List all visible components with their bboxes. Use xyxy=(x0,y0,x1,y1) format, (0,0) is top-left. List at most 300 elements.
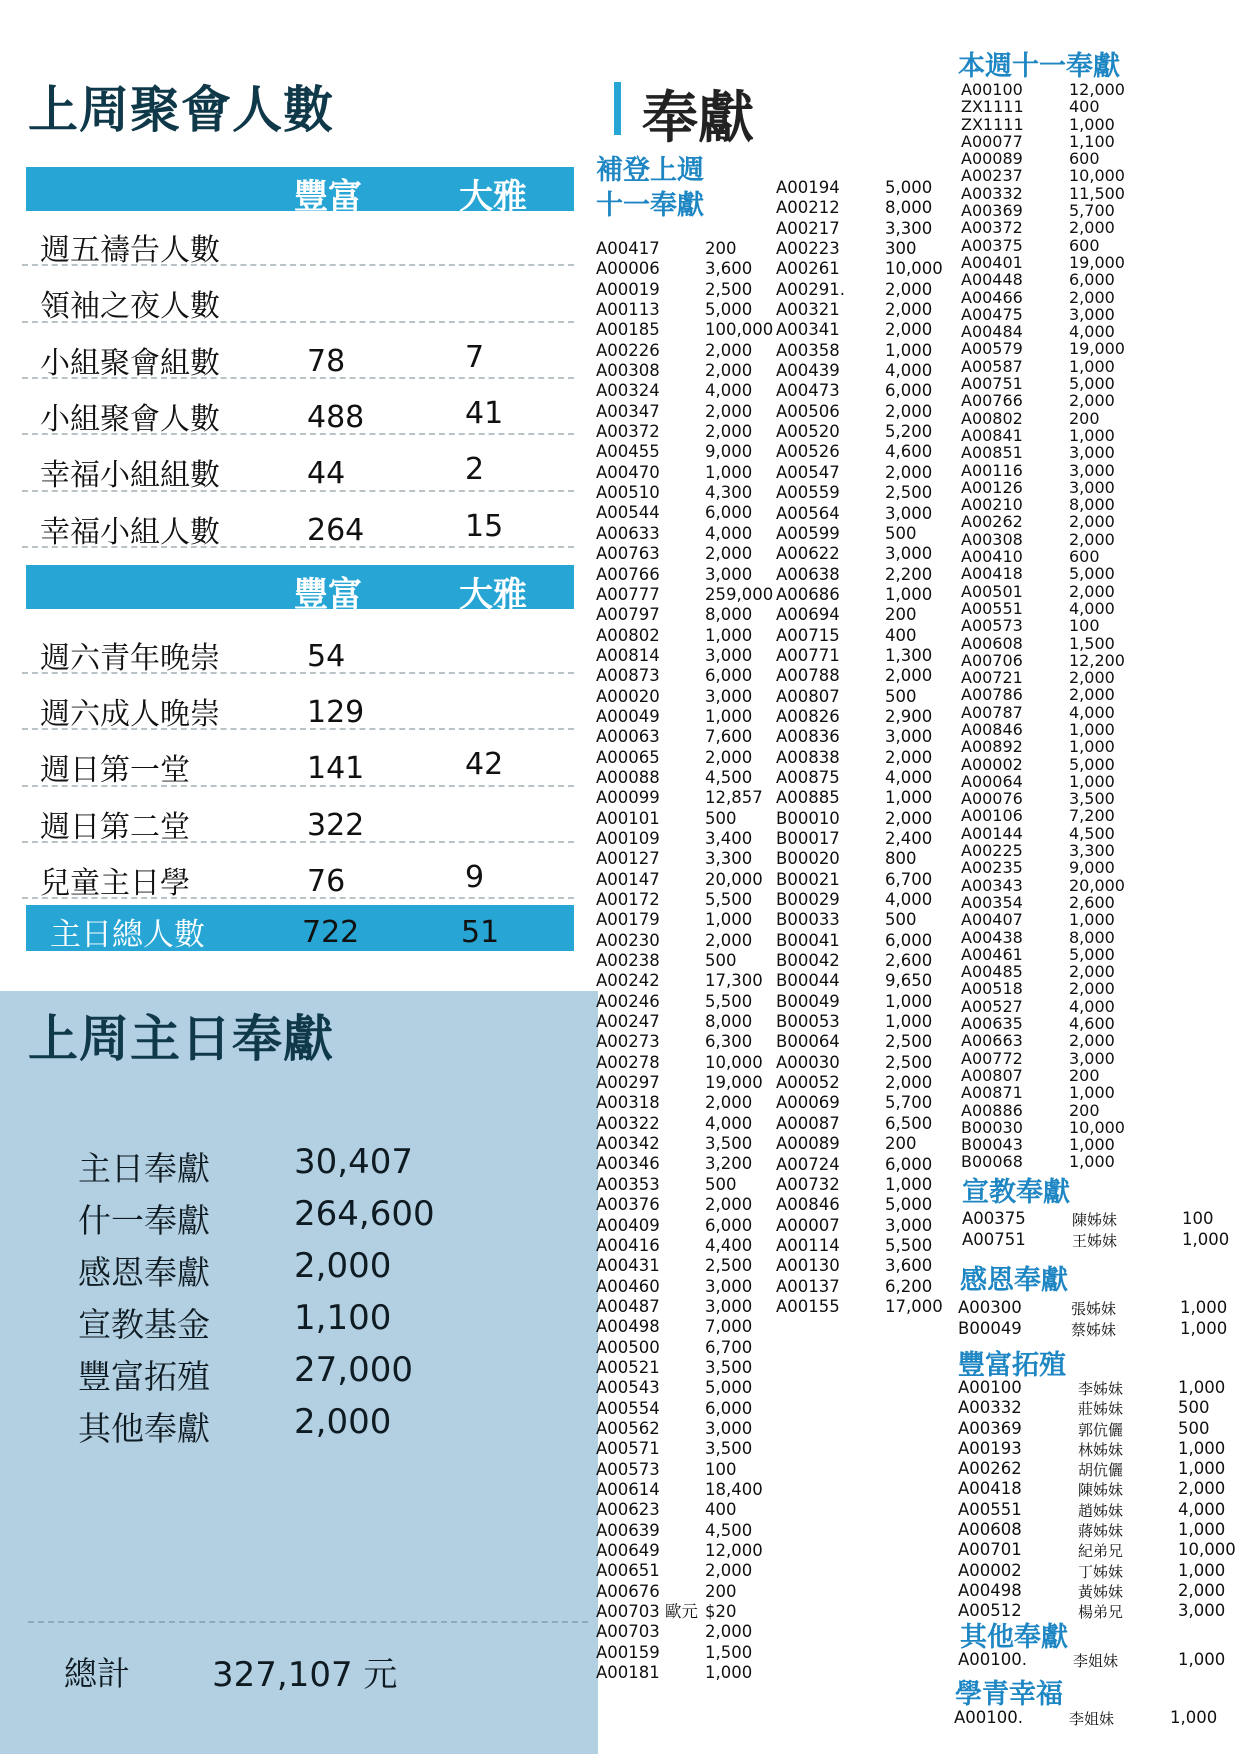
offering-member-name: 黃姊妹 xyxy=(1078,1582,1124,1601)
offering-member-id: A00278 xyxy=(596,1052,660,1072)
offering-amount: 2,400 xyxy=(885,829,933,848)
offering-member-id: A00846 xyxy=(776,1195,840,1215)
offering-row xyxy=(961,289,1131,306)
offering-member-id: A00614 xyxy=(596,1479,660,1499)
offering-amount: 6,000 xyxy=(705,666,753,686)
offering-amount: 1,300 xyxy=(885,645,933,665)
offering-row xyxy=(776,524,941,544)
offering-row xyxy=(776,219,941,239)
offering-row xyxy=(961,686,1131,703)
offering-amount: 2,000 xyxy=(1069,979,1115,999)
offering-row xyxy=(596,727,776,747)
offering-member-id: A00701 xyxy=(958,1540,1022,1560)
offering-member-id: A00106 xyxy=(961,806,1023,826)
offering-amount: 7,000 xyxy=(705,1317,753,1337)
offering-amount: 10,000 xyxy=(1069,1117,1125,1137)
offering-amount: 11,500 xyxy=(1069,183,1125,203)
offering-member-id: A00247 xyxy=(596,1012,660,1032)
offering-amount: 3,000 xyxy=(885,1215,933,1235)
offering-member-id: A00069 xyxy=(776,1093,840,1113)
offering-amount: 3,000 xyxy=(705,1296,753,1316)
offering-amount: 1,000 xyxy=(705,910,753,930)
offering-member-name: 郭伉儷 xyxy=(1078,1420,1124,1439)
offering-row xyxy=(961,929,1131,946)
offering-amount: 1,000 xyxy=(1069,1135,1115,1155)
offering-row xyxy=(776,1093,941,1113)
offering-row xyxy=(776,1216,941,1236)
row-divider xyxy=(22,897,574,899)
offering-member-id: A00354 xyxy=(961,892,1023,912)
offering-member-id: A00518 xyxy=(961,979,1023,999)
offering-member-id: A00230 xyxy=(596,930,660,950)
offering-amount: 6,000 xyxy=(705,1215,753,1235)
offering-member-id: A00721 xyxy=(961,668,1023,688)
offering-row xyxy=(961,219,1131,236)
offering-member-id: A00461 xyxy=(961,944,1023,964)
offering-amount: 2,000 xyxy=(885,462,933,482)
offering-amount: 10,000 xyxy=(1069,166,1125,186)
offering-member-id: A00144 xyxy=(961,823,1023,843)
offering-row xyxy=(961,98,1131,115)
offering-member-id: A00019 xyxy=(596,279,660,299)
offering-row xyxy=(961,358,1131,375)
offering-member-id: A00006 xyxy=(596,259,660,279)
offering-row xyxy=(961,635,1131,652)
offering-member-id: A00181 xyxy=(596,1663,660,1683)
offering-amount: 6,000 xyxy=(1069,270,1115,290)
offering-amount: 5,000 xyxy=(705,300,753,320)
offering-member-id: A00065 xyxy=(596,747,660,767)
offering-summary-value: 2,000 xyxy=(294,1246,392,1286)
offering-row xyxy=(776,259,941,279)
offering-amount: 8,000 xyxy=(705,1012,753,1032)
offering-member-id: A00088 xyxy=(596,767,660,787)
row-divider xyxy=(22,264,574,266)
offering-member-id: A00547 xyxy=(776,462,840,482)
offering-member-id: A00262 xyxy=(961,512,1023,532)
offering-row xyxy=(776,1073,941,1093)
offering-summary-label: 宣教基金 xyxy=(78,1305,210,1344)
offering-row xyxy=(961,980,1131,997)
offering-row xyxy=(596,1582,776,1602)
offering-row xyxy=(961,548,1131,565)
offering-member-id: A00332 xyxy=(961,183,1023,203)
offering-member-name: 李姐妹 xyxy=(1069,1710,1115,1728)
offering-member-id: A00212 xyxy=(776,198,840,218)
offering-member-id: A00261 xyxy=(776,259,840,279)
attendance-row-fengfu: 488 xyxy=(307,399,365,435)
offering-amount: 9,000 xyxy=(1069,858,1115,878)
offering-row xyxy=(961,462,1131,479)
offering-member-id: B00064 xyxy=(776,1032,840,1052)
offering-row xyxy=(596,259,776,279)
offering-member-id: A00321 xyxy=(776,300,840,320)
offering-amount: 600 xyxy=(1069,235,1100,255)
offering-row xyxy=(961,669,1131,686)
offering-row xyxy=(961,150,1131,167)
offering-row xyxy=(596,809,776,829)
offering-member-id: A00875 xyxy=(776,767,840,787)
offering-member-id: A00418 xyxy=(961,564,1023,584)
offering-amount: 5,000 xyxy=(885,178,933,197)
offering-member-id: ZX1111 xyxy=(961,114,1024,134)
offering-member-id: A00564 xyxy=(776,503,840,523)
tithe-week-title: 本週十一奉獻 xyxy=(958,51,1120,82)
offering-row xyxy=(776,890,941,910)
offering-member-id: A00052 xyxy=(776,1073,840,1093)
offering-member-id: A00892 xyxy=(961,737,1023,757)
offering-row xyxy=(961,1084,1131,1101)
offering-member-id: A00076 xyxy=(961,789,1023,809)
offering-amount: 3,000 xyxy=(1069,1048,1115,1068)
offering-member-id: B00049 xyxy=(776,991,840,1011)
attendance-row-fengfu: 78 xyxy=(307,343,346,379)
offering-member-id: A00521 xyxy=(596,1357,660,1377)
offering-amount: 500 xyxy=(885,686,917,706)
offering-row xyxy=(596,1439,776,1459)
offering-row xyxy=(596,1399,776,1419)
offering-amount: 4,600 xyxy=(1069,1014,1115,1034)
offering-amount: 2,000 xyxy=(1069,529,1115,549)
offering-amount: 1,000 xyxy=(705,625,753,645)
row-divider xyxy=(22,546,574,548)
offering-member-id: A00410 xyxy=(961,547,1023,567)
attendance-title: 上周聚會人數 xyxy=(28,81,334,139)
offering-member-id: A00369 xyxy=(958,1418,1022,1438)
offering-member-id: A00763 xyxy=(596,544,660,564)
offering-row xyxy=(596,1175,776,1195)
offering-amount: 2,000 xyxy=(885,808,933,828)
offering-amount: 3,000 xyxy=(885,727,933,747)
offering-row xyxy=(776,626,941,646)
offering-row xyxy=(596,1419,776,1439)
offering-row xyxy=(596,1134,776,1154)
offering-member-id: A00217 xyxy=(776,218,840,238)
offering-member-id: A00544 xyxy=(596,503,660,523)
offering-amount: 12,000 xyxy=(1069,80,1125,99)
offering-amount: 500 xyxy=(705,808,737,828)
offering-member-id: A00703 歐元 xyxy=(596,1602,699,1622)
offering-row xyxy=(596,1643,776,1663)
offering-member-id: A00185 xyxy=(596,320,660,340)
offering-member-id: A00417 xyxy=(596,239,660,258)
offering-amount: $20 xyxy=(705,1602,737,1622)
offering-amount: 6,000 xyxy=(705,503,753,523)
attendance-row-label: 週五禱告人數 xyxy=(40,233,220,268)
offering-member-id: A00159 xyxy=(596,1642,660,1662)
offering-amount: 2,000 xyxy=(885,300,933,320)
offering-amount: 3,300 xyxy=(705,849,753,869)
offering-member-id: A00836 xyxy=(776,727,840,747)
offering-amount: 200 xyxy=(705,1581,737,1601)
offering-amount: 12,857 xyxy=(705,788,763,808)
offering-row xyxy=(776,463,941,483)
offering-row xyxy=(596,1358,776,1378)
offering-amount: 2,000 xyxy=(705,544,753,564)
offering-member-id: A00526 xyxy=(776,442,840,462)
attendance-row-daya: 2 xyxy=(465,452,485,488)
offering-row xyxy=(596,280,776,300)
offering-amount: 3,000 xyxy=(705,564,753,584)
offering-row xyxy=(776,361,941,381)
offering-row xyxy=(776,1175,941,1195)
offering-member-id: A00802 xyxy=(596,625,660,645)
offering-amount: 200 xyxy=(1069,1100,1100,1120)
offering-member-id: B00044 xyxy=(776,971,840,991)
offering-amount: 3,000 xyxy=(705,686,753,706)
offering-member-id: A00193 xyxy=(958,1438,1022,1458)
offering-member-id: A00807 xyxy=(776,686,840,706)
offering-row xyxy=(776,442,941,462)
offering-summary-value: 1,100 xyxy=(294,1298,392,1338)
offering-member-id: A00724 xyxy=(776,1154,840,1174)
youth-title: 學青幸福 xyxy=(955,1679,1063,1710)
offering-row xyxy=(596,788,776,808)
offering-member-id: A00751 xyxy=(961,374,1023,394)
offering-amount: 100 xyxy=(705,1459,737,1479)
offering-member-id: A00194 xyxy=(776,178,840,197)
offering-member-id: A00147 xyxy=(596,869,660,889)
offering-member-id: A00418 xyxy=(958,1479,1022,1499)
offering-member-id: A00114 xyxy=(776,1235,840,1255)
offering-amount: 3,000 xyxy=(1069,477,1115,497)
offering-row xyxy=(776,1277,941,1297)
row-divider xyxy=(22,377,574,379)
offering-amount: 2,000 xyxy=(885,747,933,767)
offering-amount: 1,000 xyxy=(1069,737,1115,757)
offering-row xyxy=(596,849,776,869)
offering-member-id: A00639 xyxy=(596,1520,660,1540)
offering-member-id: A00573 xyxy=(596,1459,660,1479)
offering-member-id: A00802 xyxy=(961,408,1023,428)
offering-row xyxy=(776,483,941,503)
offering-row xyxy=(776,1114,941,1134)
offering-amount: 3,000 xyxy=(1069,304,1115,324)
offering-row xyxy=(776,422,941,442)
offering-member-id: A00676 xyxy=(596,1581,660,1601)
offering-amount: 1,000 xyxy=(1178,1650,1226,1669)
offering-row xyxy=(596,1032,776,1052)
offering-member-id: A00871 xyxy=(961,1083,1023,1103)
offering-member-id: A00297 xyxy=(596,1073,660,1093)
offering-row xyxy=(961,859,1131,876)
missions-title: 宣教奉獻 xyxy=(962,1177,1070,1208)
offering-amount: 19,000 xyxy=(1069,339,1125,359)
offering-amount: 100 xyxy=(1182,1209,1214,1228)
offering-amount: 2,000 xyxy=(705,1093,753,1113)
offering-member-id: ZX1111 xyxy=(961,97,1024,117)
offering-amount: 1,000 xyxy=(1178,1438,1226,1458)
offering-amount: 2,000 xyxy=(1069,512,1115,532)
offering-member-id: A00554 xyxy=(596,1398,660,1418)
offering-amount: 4,500 xyxy=(705,1520,753,1540)
offering-row xyxy=(776,300,941,320)
offering-amount: 8,000 xyxy=(1069,495,1115,515)
offering-row xyxy=(596,626,776,646)
offering-amount: 2,000 xyxy=(1069,287,1115,307)
offering-row xyxy=(596,1500,776,1520)
offering-title-bar xyxy=(614,82,621,135)
offering-row xyxy=(596,565,776,585)
offering-member-id: A00510 xyxy=(596,483,660,503)
offering-row xyxy=(776,809,941,829)
offering-row xyxy=(596,239,776,259)
offering-amount: 2,000 xyxy=(705,340,753,360)
offering-amount: 5,000 xyxy=(705,1378,753,1398)
offering-amount: 1,000 xyxy=(885,1012,933,1032)
offering-amount: 400 xyxy=(1069,97,1100,117)
offering-amount: 2,500 xyxy=(885,1052,933,1072)
offering-row xyxy=(596,1277,776,1297)
offering-member-id: A00694 xyxy=(776,605,840,625)
offering-amount: 4,000 xyxy=(1069,702,1115,722)
offering-amount: 5,700 xyxy=(885,1093,933,1113)
offering-member-id: A00341 xyxy=(776,320,840,340)
offering-amount: 4,000 xyxy=(885,890,933,910)
offering-row xyxy=(961,323,1131,340)
offering-row xyxy=(776,951,941,971)
offering-member-id: A00498 xyxy=(958,1580,1022,1600)
offering-member-id: A00116 xyxy=(961,460,1023,480)
offering-member-id: A00622 xyxy=(776,544,840,564)
header-col-fengfu: 豐富 xyxy=(294,575,362,615)
offering-amount: 2,000 xyxy=(705,361,753,381)
offering-row xyxy=(596,910,776,930)
offering-row xyxy=(596,1297,776,1317)
offering-amount: 4,000 xyxy=(1178,1499,1226,1519)
offering-row xyxy=(596,1093,776,1113)
attendance-header-2 xyxy=(26,565,574,615)
offering-member-id: A00431 xyxy=(596,1256,660,1276)
offering-member-id: A00101 xyxy=(596,808,660,828)
sunday-offering-panel xyxy=(0,991,598,1754)
attendance-row-fengfu: 54 xyxy=(307,639,346,674)
offering-member-id: A00559 xyxy=(776,483,840,503)
offering-member-id: A00407 xyxy=(961,910,1023,930)
offering-amount: 6,500 xyxy=(885,1113,933,1133)
offering-amount: 3,500 xyxy=(705,1357,753,1377)
offering-summary-label: 什一奉獻 xyxy=(78,1201,210,1240)
offering-amount: 2,000 xyxy=(885,1073,933,1093)
offering-member-id: A00633 xyxy=(596,523,660,543)
offering-row xyxy=(596,442,776,462)
offering-amount: 6,700 xyxy=(705,1337,753,1357)
offering-member-id: A00273 xyxy=(596,1032,660,1052)
offering-member-id: B00020 xyxy=(776,849,840,869)
offering-member-id: A00238 xyxy=(596,951,660,971)
offering-member-id: A00885 xyxy=(776,788,840,808)
offering-row xyxy=(596,1338,776,1358)
offering-member-id: A00030 xyxy=(776,1052,840,1072)
offering-row xyxy=(596,1561,776,1581)
offering-amount: 3,500 xyxy=(1069,789,1115,809)
offering-row xyxy=(596,585,776,605)
offering-row xyxy=(596,890,776,910)
offering-member-id: A00291. xyxy=(776,279,846,299)
offering-row xyxy=(596,1154,776,1174)
offering-amount: 5,700 xyxy=(1069,201,1115,221)
offering-amount: 4,000 xyxy=(705,1113,753,1133)
offering-row xyxy=(776,320,941,340)
offering-amount: 200 xyxy=(885,1134,917,1154)
offering-member-id: A00788 xyxy=(776,666,840,686)
offering-summary-value: 264,600 xyxy=(294,1194,435,1234)
offering-member-id: A00485 xyxy=(961,962,1023,982)
offering-row xyxy=(961,963,1131,980)
offering-member-id: B00042 xyxy=(776,951,840,971)
offering-row xyxy=(961,513,1131,530)
offering-member-id: B00053 xyxy=(776,1012,840,1032)
offering-amount: 4,000 xyxy=(705,523,753,543)
offering-amount: 5,500 xyxy=(705,890,753,909)
offering-row xyxy=(776,870,941,890)
offering-member-id: B00068 xyxy=(961,1152,1023,1172)
offering-amount: 2,000 xyxy=(885,666,933,686)
offering-amount: 4,500 xyxy=(705,767,753,787)
attendance-row-label: 週日第二堂 xyxy=(40,809,190,845)
offering-row xyxy=(776,748,941,768)
offering-row xyxy=(596,707,776,727)
offering-amount: 2,000 xyxy=(1069,1031,1115,1051)
offering-row xyxy=(596,503,776,523)
offering-amount: 6,000 xyxy=(885,381,933,401)
offering-amount: 2,000 xyxy=(705,930,753,950)
offering-row xyxy=(776,707,941,727)
offering-member-id: A00771 xyxy=(776,645,840,665)
offering-row xyxy=(596,1622,776,1642)
attendance-row-label: 週日第一堂 xyxy=(40,753,190,789)
offering-amount: 1,000 xyxy=(885,991,933,1011)
offering-row xyxy=(776,198,941,218)
offering-member-name: 林姊妹 xyxy=(1078,1440,1124,1459)
offering-row xyxy=(961,1119,1131,1136)
offering-amount: 18,400 xyxy=(705,1479,763,1499)
offering-member-id: A00155 xyxy=(776,1296,840,1316)
offering-member-id: A00638 xyxy=(776,564,840,584)
offering-member-id: A00838 xyxy=(776,747,840,767)
attendance-row-daya: 9 xyxy=(465,859,485,895)
offering-row xyxy=(596,931,776,951)
offering-amount: 1,000 xyxy=(705,706,753,726)
offering-amount: 3,200 xyxy=(705,1154,753,1174)
attendance-row-fengfu: 141 xyxy=(307,751,365,787)
offering-row xyxy=(596,1195,776,1215)
offering-amount: 4,400 xyxy=(705,1235,753,1255)
offering-amount: 2,000 xyxy=(1178,1479,1226,1499)
offering-member-id: A00089 xyxy=(961,149,1023,169)
offering-amount: 2,000 xyxy=(705,422,753,442)
offering-member-name: 張姊妹 xyxy=(1071,1300,1117,1318)
offering-row xyxy=(961,946,1131,963)
offering-amount: 400 xyxy=(705,1500,737,1520)
offering-member-id: A00372 xyxy=(596,422,660,442)
offering-row xyxy=(596,544,776,564)
offering-member-id: A00369 xyxy=(961,201,1023,221)
offering-member-id: A00308 xyxy=(961,529,1023,549)
offering-row xyxy=(961,185,1131,202)
offering-row xyxy=(776,565,941,585)
offering-member-id: B00041 xyxy=(776,930,840,950)
offering-amount: 4,000 xyxy=(885,361,933,381)
offering-member-id: A00089 xyxy=(776,1134,840,1154)
offering-amount: 3,300 xyxy=(885,218,933,238)
offering-row xyxy=(776,280,941,300)
offering-amount: 200 xyxy=(1069,1065,1100,1085)
offering-row xyxy=(961,617,1131,634)
offering-row xyxy=(596,1378,776,1398)
offering-amount: 2,000 xyxy=(1178,1580,1226,1600)
offering-amount: 100 xyxy=(1069,616,1100,636)
